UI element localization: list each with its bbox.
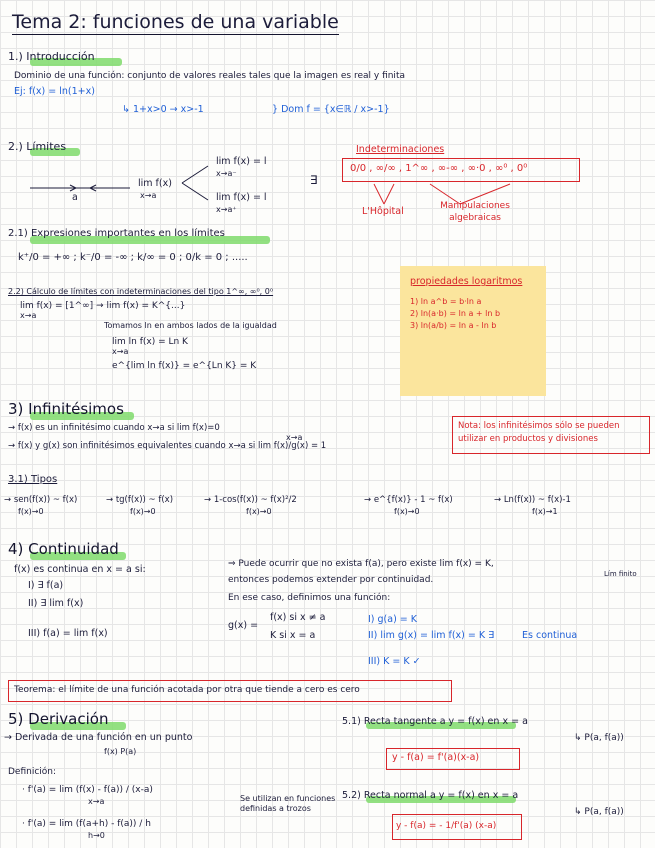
section-heading-continuity: 4) Continuidad bbox=[8, 540, 119, 558]
axis-label-a: a bbox=[72, 192, 78, 203]
calc-line-3: lim ln f(x) = Ln K bbox=[112, 337, 188, 347]
derivative-note: Se utilizan en funciones definidas a trozos bbox=[240, 794, 336, 813]
tangent-formula: y - f(a) = f'(a)(x-a) bbox=[392, 752, 480, 763]
theorem-text: Teorema: el límite de una función acotada por otra que tiende a cero es cero bbox=[14, 685, 360, 695]
g-case-2: K si x = a bbox=[270, 630, 316, 641]
infinitesimal-def-sub: x→a bbox=[286, 433, 303, 442]
g-case-1: f(x) si x ≠ a bbox=[270, 612, 326, 623]
tangent-point: ↳ P(a, f(a)) bbox=[574, 733, 624, 743]
limit-left-sub: x→a⁻ bbox=[216, 169, 237, 178]
g-function-label: g(x) = bbox=[228, 620, 259, 631]
calc-line-1: lim f(x) = [1^∞] → lim f(x) = K^{...} bbox=[20, 301, 186, 311]
branch-arrows bbox=[180, 160, 212, 206]
derivative-formula-1: · f'(a) = lim (f(x) - f(a)) / (x-a) bbox=[22, 785, 153, 795]
calc-line-4: e^{lim ln f(x)} = e^{Ln K} = K bbox=[112, 361, 257, 371]
calc-heading: 2.2) Cálculo de límites con indeterminaciones del tipo 1^∞, ∞⁰, 0⁰ bbox=[8, 287, 274, 296]
calc-line-1-sub: x→a bbox=[20, 311, 37, 320]
expressions-line: k⁺/0 = +∞ ; k⁻/0 = -∞ ; k/∞ = 0 ; 0/k = 0 ; ..... bbox=[18, 252, 248, 263]
limit-left: lim f(x) = l bbox=[216, 156, 267, 167]
limit-main-sub: x→a bbox=[140, 191, 157, 200]
number-line-diagram bbox=[30, 178, 140, 198]
type-1: → sen(f(x)) ~ f(x) bbox=[4, 495, 78, 505]
domain-definition: Dominio de una función: conjunto de valores reales tales que la imagen es real y finita bbox=[14, 71, 405, 81]
page-title: Tema 2: funciones de una variable bbox=[12, 11, 339, 33]
type-3-sub: f(x)→0 bbox=[246, 507, 272, 516]
derivative-def-line: → Derivada de una función en un punto bbox=[4, 732, 193, 743]
indeterminations-list: 0/0 , ∞/∞ , 1^∞ , ∞-∞ , ∞·0 , ∞⁰ , 0⁰ bbox=[350, 163, 528, 174]
log-property-1: 1) ln a^b = b·ln a bbox=[410, 297, 482, 306]
limit-right-sub: x→a⁺ bbox=[216, 205, 237, 214]
indeterminations-title: Indeterminaciones bbox=[356, 144, 445, 155]
definition-label: Definición: bbox=[8, 767, 57, 777]
section-heading-limits: 2.) Límites bbox=[8, 140, 67, 153]
limit-main: lim f(x) bbox=[138, 178, 172, 189]
g-check-2: II) lim g(x) = lim f(x) = K ∃ bbox=[368, 630, 495, 641]
types-heading: 3.1) Tipos bbox=[8, 474, 58, 485]
finite-limit-label: Lím finito bbox=[604, 570, 637, 578]
continuity-remark-3: En ese caso, definimos una función: bbox=[228, 593, 391, 603]
normal-point: ↳ P(a, f(a)) bbox=[574, 807, 624, 817]
type-4-sub: f(x)→0 bbox=[394, 507, 420, 516]
expressions-heading: 2.1) Expresiones importantes en los límites bbox=[8, 228, 225, 239]
type-4: → e^{f(x)} - 1 ~ f(x) bbox=[364, 495, 453, 505]
infinitesimal-def: → f(x) es un infinitésimo cuando x→a si lim f(x)=0 bbox=[8, 423, 220, 433]
calc-line-2: Tomamos ln en ambos lados de la igualdad bbox=[104, 321, 277, 330]
type-5: → Ln(f(x)) ~ f(x)-1 bbox=[494, 495, 571, 505]
calc-line-3-sub: x→a bbox=[112, 347, 129, 356]
equivalent-infinitesimals: → f(x) y g(x) son infinitésimos equivalentes cuando x→a si lim f(x)/g(x) = 1 bbox=[8, 441, 327, 451]
continuity-cond-2: II) ∃ lim f(x) bbox=[28, 598, 84, 609]
log-property-3: 3) ln(a/b) = ln a - ln b bbox=[410, 321, 497, 330]
intro-example: Ej: f(x) = ln(1+x) bbox=[14, 86, 95, 97]
type-2: → tg(f(x)) ~ f(x) bbox=[106, 495, 174, 505]
continuity-def: f(x) es continua en x = a si: bbox=[14, 564, 146, 575]
derivative-formula-1-sub: x→a bbox=[88, 797, 105, 806]
derivative-formula-2-sub: h→0 bbox=[88, 831, 105, 840]
normal-heading: 5.2) Recta normal a y = f(x) en x = a bbox=[342, 790, 519, 801]
type-1-sub: f(x)→0 bbox=[18, 507, 44, 516]
g-check-3: III) K = K ✓ bbox=[368, 656, 421, 667]
log-properties-title: propiedades logaritmos bbox=[410, 276, 523, 287]
derivative-def-sub: f(x) P(a) bbox=[104, 747, 137, 756]
section-heading-infinitesimals: 3) Infinitésimos bbox=[8, 400, 124, 418]
hopital-label: L'Hôpital bbox=[362, 206, 404, 217]
g-check-1: I) g(a) = K bbox=[368, 614, 418, 625]
section-heading-derivation: 5) Derivación bbox=[8, 710, 109, 728]
continuity-cond-1: I) ∃ f(a) bbox=[28, 580, 64, 591]
derivative-formula-2: · f'(a) = lim (f(a+h) - f(a)) / h bbox=[22, 819, 151, 829]
tangent-heading: 5.1) Recta tangente a y = f(x) en x = a bbox=[342, 716, 528, 727]
log-property-2: 2) ln(a·b) = ln a + ln b bbox=[410, 309, 501, 318]
type-3: → 1-cos(f(x)) ~ f(x)²/2 bbox=[204, 495, 297, 505]
intro-example-step: ↳ 1+x>0 → x>-1 bbox=[122, 104, 204, 115]
type-2-sub: f(x)→0 bbox=[130, 507, 156, 516]
continuity-cond-3: III) f(a) = lim f(x) bbox=[28, 628, 108, 639]
type-5-sub: f(x)→1 bbox=[532, 507, 558, 516]
normal-formula: y - f(a) = - 1/f'(a) (x-a) bbox=[396, 821, 497, 831]
intro-domain: } Dom f = {x∈ℝ / x>-1} bbox=[272, 104, 390, 115]
infinitesimals-note: Nota: los infinitésimos sólo se pueden utilizar en productos y divisiones bbox=[458, 421, 620, 444]
manipulations-label: Manipulaciones algebraicas bbox=[440, 201, 510, 223]
continuity-remark-2: entonces podemos extender por continuidad. bbox=[228, 575, 434, 585]
g-continuous-result: Es continua bbox=[522, 630, 578, 641]
exists-symbol: ∃ bbox=[310, 173, 318, 187]
continuity-remark-1: ⇒ Puede ocurrir que no exista f(a), pero existe lim f(x) = K, bbox=[228, 559, 494, 569]
limit-right: lim f(x) = l bbox=[216, 192, 267, 203]
section-heading-intro: 1.) Introducción bbox=[8, 50, 95, 63]
